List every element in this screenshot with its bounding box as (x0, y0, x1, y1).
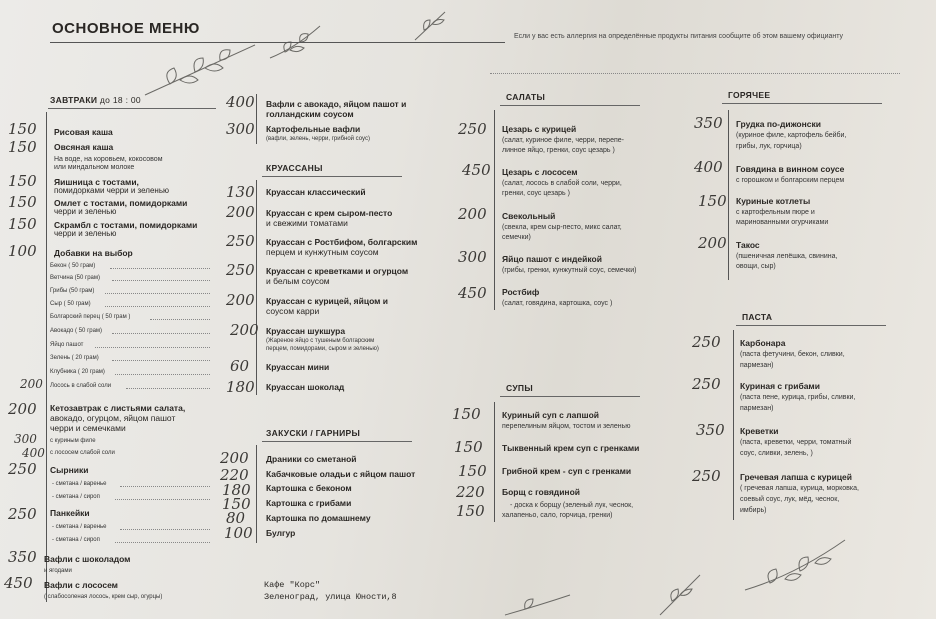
price: 250 (692, 333, 721, 351)
menu-item: Грибной крем - суп с гренками (502, 466, 632, 476)
menu-item: Вафли с лососем (44, 580, 118, 590)
item-desc: овощи, сыр) (736, 263, 776, 270)
menu-item: Картошка с грибами (266, 498, 352, 508)
leader-dots (105, 306, 210, 307)
menu-item: голландским соусом (266, 109, 354, 119)
addon: Бекон ( 50 грам) (50, 263, 96, 269)
price: 200 (458, 205, 487, 223)
salads-underline (500, 105, 640, 106)
leaf-branch-icon (140, 40, 260, 100)
menu-item: Круассан классический (266, 187, 366, 197)
cafe-name: Кафе "Корс" (264, 580, 321, 590)
price: 150 (222, 495, 251, 513)
price: 250 (8, 460, 37, 478)
addon: Грибы (50 грам) (50, 288, 95, 294)
item-desc: (вафли, зелень, черри, грибной соус) (266, 136, 370, 142)
price: 200 (8, 400, 37, 418)
addon: Авокадо ( 50 грам) (50, 328, 103, 334)
item-desc: и ягодами (44, 568, 72, 574)
allergy-note: Если у вас есть аллергия на определённые продукты питания сообщите об этом вашему официанту (514, 33, 844, 40)
pasta-underline (736, 325, 886, 326)
price: 200 (226, 291, 255, 309)
item-desc: (салат, говядина, картошка, соус ) (502, 300, 613, 307)
menu-item: Круассан с Ростбифом, болгарским (266, 237, 418, 247)
price: 180 (222, 481, 251, 499)
menu-item: Панкейки (50, 508, 90, 518)
item-desc: имбирь) (740, 507, 767, 514)
menu-item: перцем и кунжутным соусом (266, 247, 379, 257)
item-desc: с картофельным пюре и (736, 209, 815, 216)
item-desc: - доска к борщу (зеленый лук, чеснок, (510, 502, 634, 509)
menu-item: Картофельные вафли (266, 124, 361, 134)
price: 250 (226, 232, 255, 250)
price: 130 (226, 183, 255, 201)
menu-item: и свежими томатами (266, 218, 348, 228)
price: 300 (458, 248, 487, 266)
price: 400 (22, 446, 45, 460)
price: 350 (696, 421, 725, 439)
item-desc: халапеньо, сало, горчица, гренки) (502, 512, 613, 519)
item-desc: (паста фетучини, бекон, сливки, (740, 351, 845, 358)
option: - сметана / сироп (52, 537, 100, 543)
addon: Яйцо пашот (50, 342, 84, 348)
breakfast-title: ЗАВТРАКИ (50, 95, 98, 105)
menu-item: Картошка по домашнему (266, 513, 371, 523)
menu-item: черри и зеленью (54, 207, 117, 216)
item-desc: перепелиным яйцом, тостом и зеленью (502, 423, 631, 430)
price: 200 (698, 234, 727, 252)
item-desc: (паста, креветки, черри, томатный (740, 439, 852, 446)
menu-item: Рисовая каша (54, 127, 113, 137)
price: 250 (226, 261, 255, 279)
price: 150 (8, 215, 37, 233)
hot-underline (722, 103, 882, 104)
price: 400 (226, 93, 255, 111)
menu-item: Говядина в винном соусе (736, 164, 845, 174)
leader-dots (112, 360, 210, 361)
menu-item: черри и зеленью (54, 229, 117, 238)
menu-item: Гречевая лапша с курицей (740, 472, 853, 482)
addon: Болгарский перец ( 50 грам ) (50, 314, 131, 320)
item-desc: пармезан) (740, 405, 774, 412)
price: 450 (462, 161, 491, 179)
menu-item: Круассан шукшура (266, 326, 346, 336)
item-desc: (пшеничная лепёшка, свинина, (736, 253, 838, 260)
menu-item: Цезарь с курицей (502, 124, 577, 134)
addon: Ветчина (50 грам) (50, 275, 101, 281)
item-desc: (паста пене, курица, грибы, сливки, (740, 394, 856, 401)
section-title-breakfast (50, 95, 141, 105)
leader-dots (115, 542, 210, 543)
item-desc: гренки, соус цезарь ) (502, 190, 570, 197)
item-desc: (свекла, крем сыр-песто, микс салат, (502, 224, 622, 231)
price: 100 (8, 242, 37, 260)
price: 250 (8, 505, 37, 523)
price: 250 (458, 120, 487, 138)
item-desc: или миндальном молоке (54, 164, 135, 171)
section-title-snacks: ЗАКУСКИ / ГАРНИРЫ (266, 428, 361, 438)
price: 150 (452, 405, 481, 423)
price: 300 (226, 120, 255, 138)
menu-item: помидорками черри и зеленью (54, 186, 169, 195)
price: 150 (456, 502, 485, 520)
menu-item: Такос (736, 240, 760, 250)
section-title-pasta: ПАСТА (742, 312, 773, 322)
menu-item: Картошка с беконом (266, 483, 352, 493)
menu-item: Круассан с крем сыром-песто (266, 208, 393, 218)
menu-item: и белым соусом (266, 276, 330, 286)
breakfast-vertical-line (46, 112, 47, 602)
price: 60 (230, 357, 250, 375)
menu-item: Сырники (50, 465, 89, 475)
menu-item: Кабачковые оладьи с яйцом пашот (266, 469, 416, 479)
menu-item: Круассан мини (266, 362, 330, 372)
leaf-top-icon (410, 8, 450, 44)
price: 150 (8, 172, 37, 190)
item-desc: перцем, помидорами, сыром и зеленью) (266, 346, 379, 352)
croissants-vertical-line (256, 180, 257, 395)
menu-item: Вафли с авокадо, яйцом пашот и (266, 99, 407, 109)
item-desc: пармезан) (740, 362, 774, 369)
leader-dots (95, 347, 210, 348)
menu-item: авокадо, огурцом, яйцом пашот (50, 413, 176, 423)
pasta-vertical-line (733, 330, 734, 520)
price: 200 (20, 377, 43, 391)
menu-item: Куриные котлеты (736, 196, 811, 206)
price: 250 (692, 375, 721, 393)
item-desc: с горошком и болгарским перцем (736, 177, 845, 184)
hot-vertical-line (728, 110, 729, 280)
option: - сметана / сироп (52, 494, 100, 500)
leaf-bottom-icon (500, 565, 720, 619)
menu-item: Яишница с тостами, (54, 177, 139, 187)
menu-item: Куриная с грибами (740, 381, 820, 391)
soups-underline (500, 396, 640, 397)
leader-dots (110, 268, 210, 269)
item-desc: грибы, лук, горчица) (736, 143, 802, 150)
item-desc: (салат, куриное филе, черри, перепе- (502, 137, 624, 144)
menu-item: Скрамбл с тостами, помидорками (54, 220, 198, 230)
leaf-bottom-right-icon (740, 535, 850, 595)
salads-vertical-line (494, 110, 495, 310)
price: 150 (8, 120, 37, 138)
addon: Клубника ( 20 грам) (50, 369, 105, 375)
leader-dots (105, 293, 210, 294)
menu-item: Круассан шоколад (266, 382, 345, 392)
leader-dots (126, 388, 210, 389)
addon: Сыр ( 50 грам) (50, 301, 91, 307)
leader-dots (120, 529, 210, 530)
menu-item: Свекольный (502, 211, 556, 221)
menu-item: Круассан с креветками и огурцом (266, 266, 409, 276)
price: 250 (692, 467, 721, 485)
price: 350 (8, 548, 37, 566)
menu-item: Драники со сметаной (266, 454, 357, 464)
section-title-croissants: КРУАССАНЫ (266, 163, 323, 173)
addon: Лосось в слабой соли (50, 383, 112, 389)
breakfast-time: до 18 : 00 (99, 95, 141, 105)
menu-item: Вафли с шоколадом (44, 554, 131, 564)
item-desc: (Жареное яйцо с тушеным болгарским (266, 338, 375, 344)
section-title-soups: СУПЫ (506, 383, 533, 393)
page-title: ОСНОВНОЕ МЕНЮ (52, 20, 200, 37)
item-desc: соевый соус, лук, мёд, чеснок, (740, 496, 840, 503)
item-desc: семечки) (502, 234, 531, 241)
price: 450 (458, 284, 487, 302)
option: - сметана / варенье (52, 524, 107, 530)
price: 220 (220, 466, 249, 484)
leader-dots (112, 333, 210, 334)
menu-item: Яйцо пашот с индейкой (502, 254, 602, 264)
section-title-hot: ГОРЯЧЕЕ (728, 90, 771, 100)
price: 150 (454, 438, 483, 456)
price: 300 (14, 432, 37, 446)
price: 150 (8, 138, 37, 156)
price: 100 (224, 524, 253, 542)
snacks-vertical-line (256, 445, 257, 543)
option: - сметана / варенье (52, 481, 107, 487)
item-desc: ( гречевая лапша, курица, морковка, (740, 485, 859, 492)
menu-item: Креветки (740, 426, 779, 436)
menu-item: Борщ с говядиной (502, 487, 580, 497)
menu-item: Омлет с тостами, помидорками (54, 198, 188, 208)
menu-item: Булгур (266, 528, 296, 538)
price: 150 (458, 462, 487, 480)
soups-vertical-line (494, 402, 495, 522)
croissants-underline (262, 176, 402, 177)
item-desc: (грибы, гренки, кунжутный соус, семечки) (502, 267, 637, 274)
addon: Зелень ( 20 грам) (50, 355, 99, 361)
item-desc: (куриное филе, картофель бейби, (736, 132, 847, 139)
item-desc: соус, сливки, зелень, ) (740, 450, 813, 457)
menu-item: Круассан с курицей, яйцом и (266, 296, 389, 306)
menu-item: Кетозавтрак с листьями салата, (50, 403, 186, 413)
price: 350 (694, 114, 723, 132)
title-underline (50, 42, 505, 43)
leader-dots (115, 499, 210, 500)
breakfast-underline (48, 108, 216, 109)
menu-item: соусом карри (266, 306, 320, 316)
menu-item: Овсяная каша (54, 142, 114, 152)
price: 200 (220, 449, 249, 467)
addon: с куриным филе (50, 438, 96, 444)
item-desc: маринованными огурчиками (736, 219, 829, 226)
menu-item: Добавки на выбор (54, 248, 133, 258)
leader-dots (115, 374, 210, 375)
menu-item: Куриный суп с лапшой (502, 410, 600, 420)
item-desc: На воде, на коровьем, кокосовом (54, 156, 163, 163)
cafe-address: Зеленоград, улица Юности,8 (264, 592, 397, 602)
price: 400 (694, 158, 723, 176)
item-desc: ( слабосоленая лосось, крем сыр, огурцы) (44, 594, 163, 600)
section-title-salads: САЛАТЫ (506, 92, 546, 102)
leader-dots (120, 486, 210, 487)
price: 150 (698, 192, 727, 210)
price: 200 (226, 203, 255, 221)
price: 180 (226, 378, 255, 396)
menu-item: Тыквенный крем суп с гренками (502, 443, 640, 453)
price: 150 (8, 193, 37, 211)
snacks-underline (262, 441, 412, 442)
menu-item: Карбонара (740, 338, 786, 348)
col2-vertical-line (256, 94, 257, 144)
item-desc: (салат, лосось в слабой соли, черри, (502, 180, 622, 187)
menu-item: Грудка по-дижонски (736, 119, 821, 129)
menu-item: черри и семечками (50, 423, 126, 433)
price: 200 (230, 321, 259, 339)
leader-dots (150, 319, 210, 320)
leaf-sprig-icon (265, 18, 325, 68)
price: 80 (226, 509, 246, 527)
addon: с лососем слабой соли (50, 450, 115, 456)
menu-item: Цезарь с лососем (502, 167, 578, 177)
price: 220 (456, 483, 485, 501)
price: 450 (4, 574, 33, 592)
header-dotted-divider (490, 73, 900, 74)
leader-dots (112, 280, 210, 281)
item-desc: линное яйцо, гренки, соус цезарь ) (502, 147, 615, 154)
menu-item: Ростбиф (502, 287, 540, 297)
